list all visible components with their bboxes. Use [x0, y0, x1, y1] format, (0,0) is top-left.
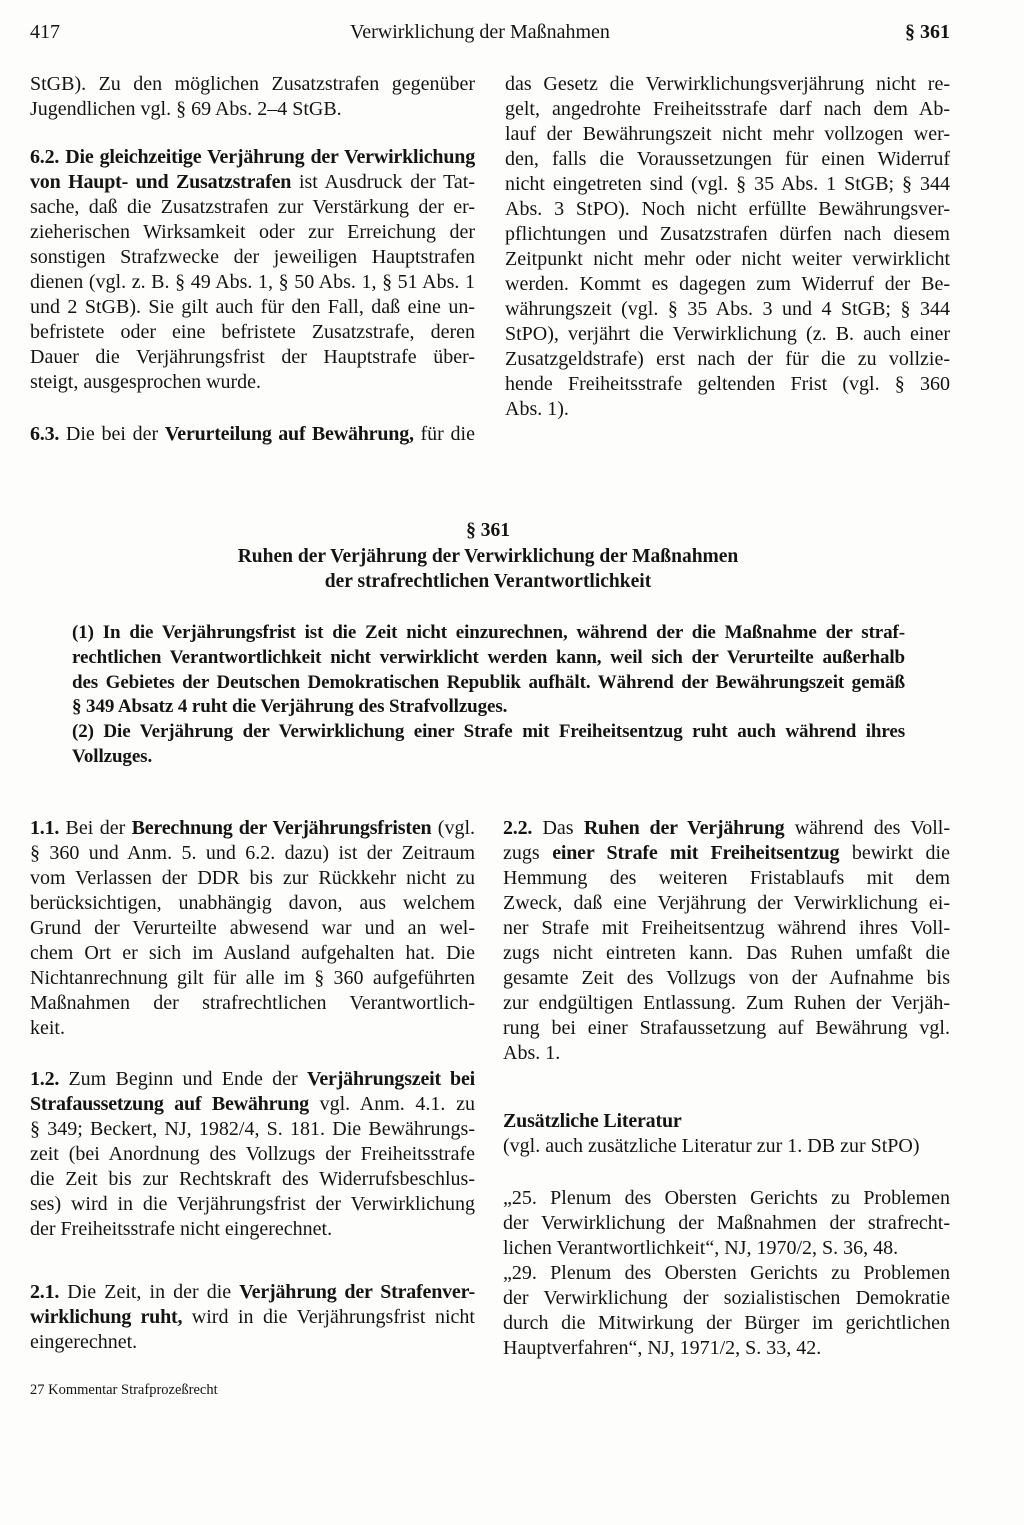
text-line — [505, 97, 950, 122]
text-line — [72, 745, 905, 770]
text-run: hende Freiheitsstrafe geltenden Frist (vgl. § 360 — [505, 373, 950, 395]
text-line — [505, 397, 950, 422]
section-title-line: Ruhen der Verjährung der Verwirklichung der Maßnahmen — [237, 545, 739, 567]
bold-text-run: 1.1. — [30, 817, 60, 839]
text-line — [30, 295, 475, 320]
text-line — [30, 245, 475, 270]
text-run: Jugendlichen vgl. § 69 Abs. 2–4 StGB. — [30, 98, 342, 120]
text-line — [503, 1041, 950, 1066]
text-line — [30, 345, 475, 370]
running-title: Verwirklichung der Maßnahmen — [350, 21, 610, 43]
text-run: vom Verlassen der DDR bis zur Rückkehr nicht zu — [30, 867, 475, 889]
text-run: § 349; Beckert, NJ, 1982/4, S. 181. Die Bewährungs- — [30, 1118, 475, 1140]
bold-text-run: 1.2. — [30, 1068, 60, 1090]
text-run: Abs. 3 StPO). Noch nicht erfüllte Bewährungsver- — [505, 198, 950, 220]
text-line — [30, 991, 475, 1016]
text-line — [505, 172, 950, 197]
bold-text-run: 2.1. — [30, 1281, 60, 1303]
text-run: pflichtungen und Zusatzstrafen dürfen nach diesem — [505, 223, 950, 245]
text-line — [72, 720, 905, 745]
text-run: dienen (vgl. z. B. § 49 Abs. 1, § 50 Abs. 1, § 51 Abs. 1 — [30, 271, 475, 293]
text-line — [503, 966, 950, 991]
bold-text-run: Verjährung der Strafenver- — [239, 1281, 475, 1303]
text-line — [503, 1286, 950, 1311]
text-line — [30, 195, 475, 220]
text-line — [30, 941, 475, 966]
text-line — [30, 72, 475, 97]
text-run: „29. Plenum des Obersten Gerichts zu Problemen — [503, 1262, 950, 1284]
text-run: Grund der Verurteilte abwesend war und an wel- — [30, 917, 475, 939]
text-line — [503, 1186, 950, 1211]
text-run: zugs — [503, 842, 553, 864]
text-line — [72, 621, 905, 646]
text-line — [30, 1192, 475, 1217]
text-line — [505, 122, 950, 147]
text-line — [30, 891, 475, 916]
text-line — [505, 197, 950, 222]
text-run: Maßnahmen der strafrechtlichen Verantwortlich- — [30, 992, 475, 1014]
text-line — [30, 1280, 475, 1305]
paragraph — [503, 816, 950, 1066]
text-line — [503, 1134, 950, 1159]
text-run: sonstigen Strafzwecke der jeweiligen Hauptstrafen — [30, 246, 475, 268]
bold-text-run: Verurteilung auf Bewährung, — [164, 423, 414, 445]
bold-text-run: Zusätzliche Literatur — [503, 1110, 682, 1132]
text-line — [30, 170, 475, 195]
text-run: während des Voll- — [784, 817, 950, 839]
text-run: Dauer die Verjährungsfrist der Hauptstrafe über- — [30, 346, 475, 368]
text-run: eingerechnet. — [30, 1331, 138, 1353]
text-run: Hemmung des weiteren Fristablaufs mit dem — [503, 867, 950, 889]
text-line — [30, 1330, 475, 1355]
paragraph — [503, 1134, 950, 1159]
top-right-column — [505, 72, 950, 422]
text-line — [30, 916, 475, 941]
text-line — [30, 1167, 475, 1192]
text-line — [30, 1016, 475, 1041]
text-run: nicht eingetreten sind (vgl. § 35 Abs. 1 StGB; § 344 — [505, 173, 950, 195]
text-line — [503, 1109, 950, 1134]
bold-text-run: 6.3. — [30, 423, 60, 445]
text-line — [505, 72, 950, 97]
text-line — [72, 646, 905, 671]
text-line — [505, 272, 950, 297]
text-line — [505, 347, 950, 372]
bottom-right-column — [503, 816, 950, 1361]
text-line — [30, 145, 475, 170]
text-run: durch die Mitwirkung der Bürger im gerichtlichen — [503, 1312, 950, 1334]
section-number: § 361 — [466, 520, 510, 541]
text-run: für die — [413, 423, 475, 445]
text-run: Zusatzgeldstrafe) erst nach der für die zu vollzie- — [505, 348, 950, 370]
paragraph — [30, 816, 475, 1041]
text-line — [30, 841, 475, 866]
text-run: Nichtanrechnung gilt für alle im § 360 aufgeführten — [30, 967, 475, 989]
text-run: Zweck, daß eine Verjährung der Verwirklichung ei- — [503, 892, 950, 914]
text-run: Bei der — [59, 817, 132, 839]
text-run: zieherischen Wirksamkeit oder zur Erreichung der — [30, 221, 475, 243]
paragraph — [72, 621, 905, 720]
text-run: Die bei der — [59, 423, 165, 445]
text-run: chem Ort er sich im Ausland aufgehalten hat. Die — [30, 942, 475, 964]
text-run: lauf der Bewährungszeit nicht mehr vollzogen wer- — [505, 123, 950, 145]
text-run: „25. Plenum des Obersten Gerichts zu Problemen — [503, 1187, 950, 1209]
text-line — [30, 1142, 475, 1167]
text-run: (1) In die Verjährungsfrist ist die Zeit nicht einzurechnen, während der die Maßnahme der straf- — [72, 622, 905, 643]
printer-signature-line: 27 Kommentar Strafprozeßrecht — [30, 1382, 218, 1398]
paragraph — [503, 1261, 950, 1361]
bold-text-run: wirklichung ruht, — [30, 1306, 183, 1328]
text-run: § 360 und Anm. 5. und 6.2. dazu) ist der Zeitraum — [30, 842, 475, 864]
paragraph — [30, 422, 475, 447]
text-line — [503, 1236, 950, 1261]
text-line — [72, 671, 905, 696]
text-run: das Gesetz die Verwirklichungsverjährung nicht re- — [505, 73, 950, 95]
text-run: Das — [532, 817, 584, 839]
text-line — [503, 941, 950, 966]
text-run: (vgl. — [431, 817, 476, 839]
text-line — [30, 97, 475, 122]
text-run: Abs. 1. — [503, 1042, 561, 1064]
text-line — [30, 1067, 475, 1092]
paragraph — [72, 720, 905, 770]
text-line — [503, 1336, 950, 1361]
text-line — [30, 866, 475, 891]
paragraph — [505, 72, 950, 422]
text-run: währungszeit (vgl. § 35 Abs. 3 und 4 StGB; § 344 — [505, 298, 950, 320]
text-run: keit. — [30, 1017, 65, 1039]
text-run: werden. Kommt es dagegen zum Widerruf der Be- — [505, 273, 950, 295]
text-run: Vollzuges. — [72, 745, 153, 767]
text-run: den, falls die Voraussetzungen für einen Widerruf — [505, 148, 950, 170]
bottom-left-column — [30, 816, 475, 1355]
text-line — [503, 991, 950, 1016]
top-left-column — [30, 72, 475, 447]
text-run: § 349 Absatz 4 ruht die Verjährung des Strafvollzuges. — [72, 696, 508, 718]
text-line — [503, 866, 950, 891]
text-run: vgl. Anm. 4.1. zu — [308, 1093, 475, 1115]
text-line — [30, 370, 475, 395]
section-title-line: der strafrechtlichen Verantwortlichkeit — [324, 571, 652, 592]
text-run: gesamte Zeit des Vollzugs von der Aufnahme bis — [503, 967, 950, 989]
text-line — [30, 966, 475, 991]
text-run: (vgl. auch zusätzliche Literatur zur 1. DB zur StPO) — [503, 1135, 920, 1157]
text-run: ses) wird in die Verjährungsfrist der Verwirklichung — [30, 1193, 475, 1215]
text-line — [505, 372, 950, 397]
text-run: befristete oder eine befristete Zusatzstrafe, deren — [30, 321, 475, 343]
text-run: StGB). Zu den möglichen Zusatzstrafen gegenüber — [30, 73, 475, 95]
page-number: 417 — [30, 21, 60, 43]
text-run: sache, daß die Zusatzstrafen zur Verstärkung der er- — [30, 196, 475, 218]
text-run: der Freiheitsstrafe nicht eingerechnet. — [30, 1218, 333, 1240]
statute-text — [72, 621, 905, 770]
text-line — [503, 1016, 950, 1041]
paragraph — [30, 145, 475, 395]
running-section-number: § 361 — [905, 21, 950, 43]
text-line — [503, 816, 950, 841]
text-line — [503, 1211, 950, 1236]
text-line — [30, 320, 475, 345]
bold-text-run: Strafaussetzung auf Bewährung — [30, 1093, 309, 1115]
bold-text-run: Berechnung der Verjährungsfristen — [131, 817, 432, 839]
text-run: berücksichtigen, unabhängig davon, aus welchem — [30, 892, 475, 914]
text-line — [30, 1217, 475, 1242]
text-line — [30, 220, 475, 245]
text-run: der Verwirklichung der sozialistischen Demokratie — [503, 1287, 950, 1309]
text-run: wird in die Verjährungsfrist nicht — [182, 1306, 475, 1328]
text-line — [503, 1261, 950, 1286]
bold-text-run: einer Strafe mit Freiheitsentzug — [552, 842, 840, 864]
text-run: des Gebietes der Deutschen Demokratischen Republik aufhält. Während der Bewährungszeit gemäß — [72, 671, 905, 693]
text-line — [72, 695, 905, 720]
text-run: Zeitpunkt nicht mehr oder nicht weiter verwirklicht — [505, 248, 950, 270]
text-run: steigt, ausgesprochen wurde. — [30, 371, 262, 393]
text-line — [30, 1117, 475, 1142]
text-line — [30, 1092, 475, 1117]
text-run: Die Zeit, in der die — [59, 1281, 240, 1303]
section-heading — [188, 518, 788, 595]
text-run: Zum Beginn und Ende der — [59, 1068, 307, 1090]
bold-text-run: Ruhen der Verjährung — [583, 817, 785, 839]
bold-text-run: von Haupt- und Zusatzstrafen — [30, 171, 292, 193]
text-run: bewirkt die — [839, 842, 950, 864]
text-run: Abs. 1). — [505, 398, 569, 420]
text-line — [503, 841, 950, 866]
text-line — [503, 916, 950, 941]
bold-text-run: Verjährungszeit bei — [306, 1068, 475, 1090]
text-run: StPO), verjährt die Verwirklichung (z. B. auch einer — [505, 323, 950, 345]
paragraph — [30, 1280, 475, 1355]
text-line — [503, 1311, 950, 1336]
text-line — [30, 422, 475, 447]
text-run: zur endgültigen Entlassung. Zum Ruhen der Verjäh- — [503, 992, 950, 1014]
text-run: und 2 StGB). Sie gilt auch für den Fall, daß eine un- — [30, 296, 475, 318]
text-run: gelt, angedrohte Freiheitsstrafe darf nach dem Ab- — [505, 98, 950, 120]
text-line — [505, 147, 950, 172]
text-run: rechtlichen Verantwortlichkeit nicht verwirklicht werden kann, weil sich der Verurteilte außerhalb — [72, 646, 905, 668]
text-line — [30, 1305, 475, 1330]
text-line — [30, 270, 475, 295]
text-run: der Verwirklichung der Maßnahmen der strafrecht- — [503, 1212, 950, 1234]
text-run: (2) Die Verjährung der Verwirklichung einer Strafe mit Freiheitsentzug ruht auch während ihres — [72, 721, 905, 743]
bold-text-run: 6.2. Die gleichzeitige Verjährung der Verwirklichung — [30, 146, 475, 168]
text-line — [505, 222, 950, 247]
bold-text-run: 2.2. — [503, 817, 533, 839]
text-line — [505, 297, 950, 322]
paragraph — [503, 1186, 950, 1261]
text-run: zugs nicht eintreten kann. Das Ruhen umfaßt die — [503, 942, 950, 964]
text-line — [505, 247, 950, 272]
text-run: Hauptverfahren“, NJ, 1971/2, S. 33, 42. — [503, 1337, 822, 1359]
paragraph — [30, 1067, 475, 1242]
text-run: die Zeit bis zur Rechtskraft des Widerrufsbeschlus- — [30, 1168, 475, 1190]
text-run: lichen Verantwortlichkeit“, NJ, 1970/2, S. 36, 48. — [503, 1237, 899, 1259]
text-run: ist Ausdruck der Tat- — [291, 171, 475, 193]
text-line — [505, 322, 950, 347]
text-run: ner Strafe mit Freiheitsentzug während ihres Voll- — [503, 917, 950, 939]
text-line — [30, 816, 475, 841]
text-run: zeit (bei Anordnung des Vollzugs der Freiheitsstrafe — [30, 1143, 475, 1165]
paragraph — [30, 72, 475, 122]
text-line — [503, 891, 950, 916]
paragraph — [503, 1109, 950, 1134]
text-run: rung bei einer Strafaussetzung auf Bewährung vgl. — [503, 1017, 950, 1039]
